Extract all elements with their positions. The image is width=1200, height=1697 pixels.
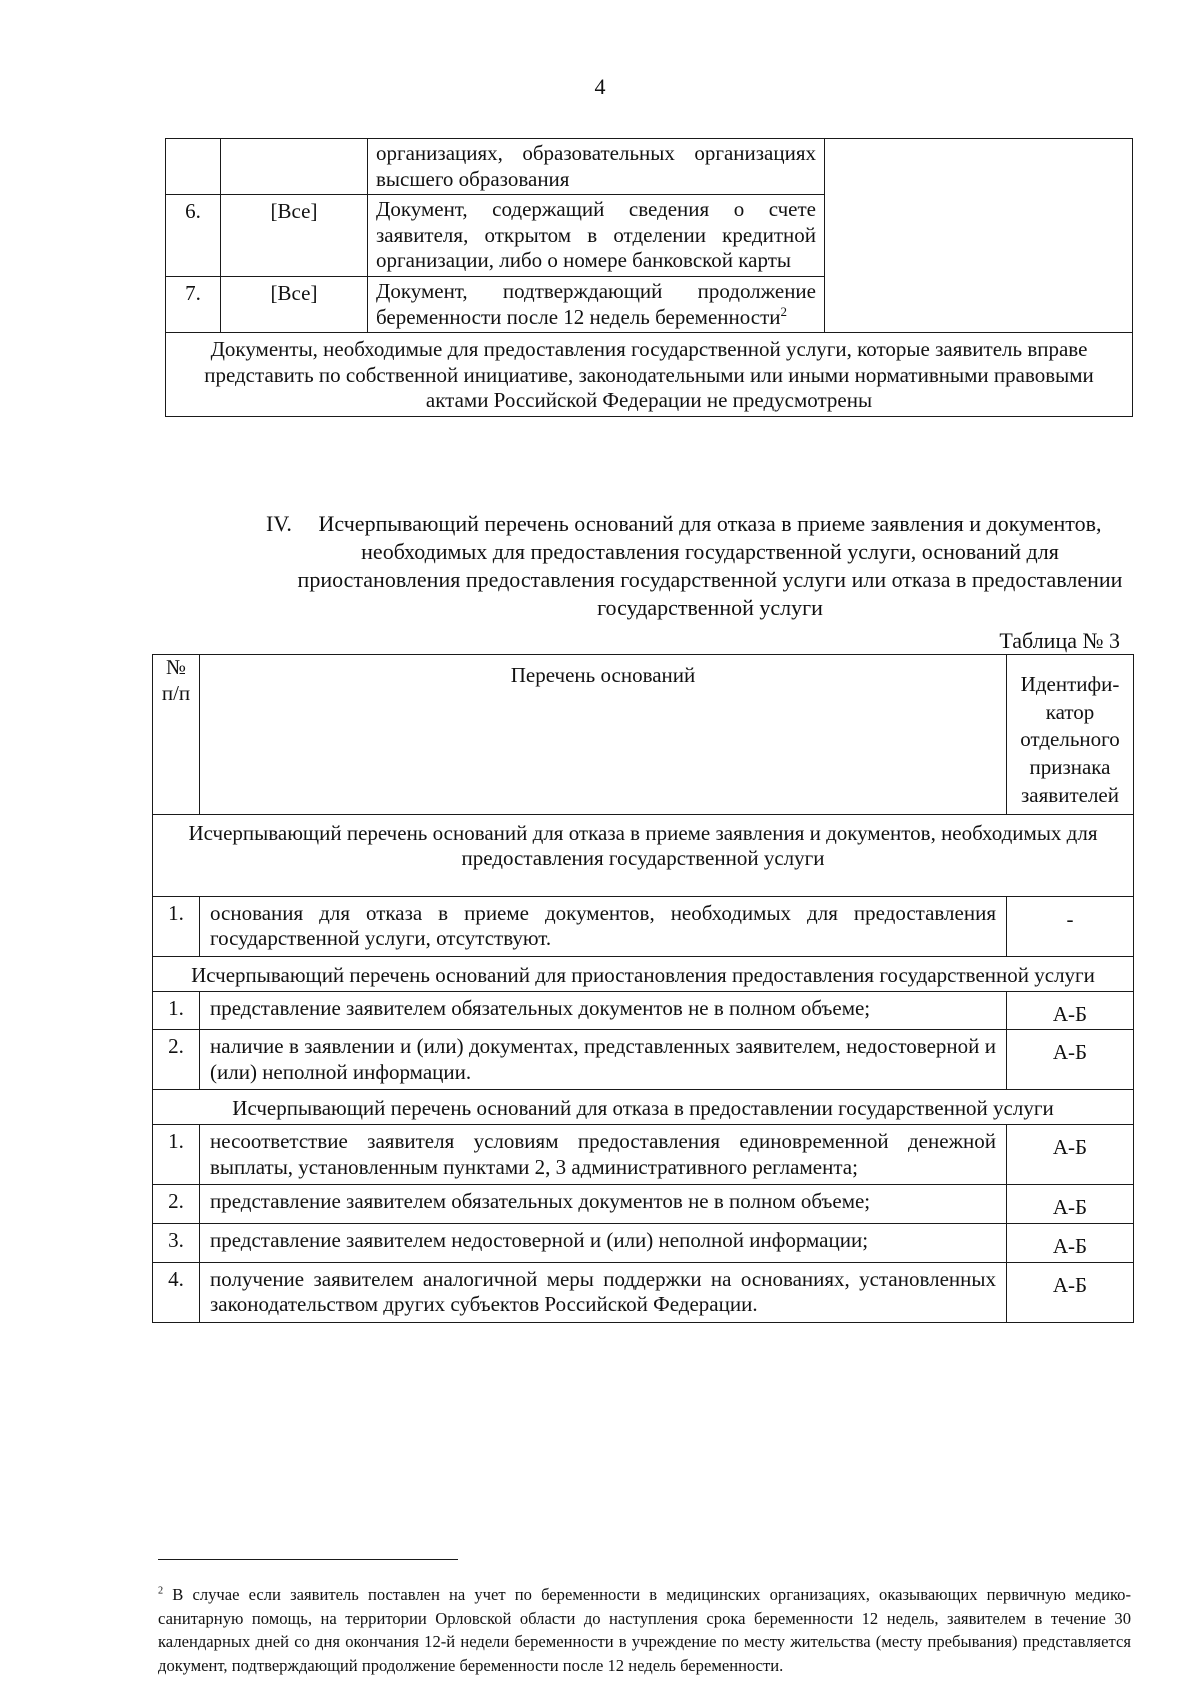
table-row bbox=[166, 139, 1133, 195]
table-caption: Таблица № 3 bbox=[999, 628, 1120, 653]
ground-text: представление заявителем обязательных документов не в полном объеме; bbox=[200, 1185, 1007, 1224]
section-heading bbox=[266, 510, 1130, 623]
table-row bbox=[153, 1125, 1134, 1185]
footnote-ref: 2 bbox=[780, 303, 788, 319]
row-number: 2. bbox=[153, 1030, 200, 1090]
group-title: Исчерпывающий перечень оснований для отказа в предоставлении государственной услуги bbox=[153, 1090, 1134, 1125]
footnote bbox=[158, 1583, 1131, 1677]
group-title: Исчерпывающий перечень оснований для приостановления предоставления государственной услуги bbox=[153, 957, 1134, 992]
section-title: Исчерпывающий перечень оснований для отказа в приеме заявления и документов, необходимых для предоставления государственной услуги, оснований для приостановления предоставления государственной услуги или отказа в предоставлении государственной услуги bbox=[297, 511, 1123, 621]
table-row bbox=[153, 1223, 1134, 1262]
ground-text: получение заявителем аналогичной меры поддержки на основаниях, установленных законодательством других субъектов Российской Федерации. bbox=[200, 1262, 1007, 1322]
document-text: Документ, подтверждающий продолжение беременности после 12 недель беременности$^2$ bbox=[368, 277, 825, 333]
row-number: 3. bbox=[153, 1223, 200, 1262]
documents-table bbox=[165, 138, 1133, 417]
row-number: 1. bbox=[153, 896, 200, 956]
footnote-text: В случае если заявитель поставлен на учет по беременности в медицинских организациях, оказывающих первичную медико-санитарную помощь, на территории Орловской области до наступления срока беременности 12 недель, заявителем в течение 30 календарных дней со дня окончания 12-й недели беременности в учреждение по месту жительства (месту пребывания) представляется документ, подтверждающий продолжение беременности после 12 недель беременности. bbox=[158, 1585, 1131, 1675]
identifier: А-Б bbox=[1007, 1223, 1134, 1262]
group-row bbox=[153, 1090, 1134, 1125]
identifier: А-Б bbox=[1007, 1185, 1134, 1224]
ground-text: представление заявителем обязательных документов не в полном объеме; bbox=[200, 991, 1007, 1030]
group-title: Исчерпывающий перечень оснований для отказа в приеме заявления и документов, необходимых для предоставления государственной услуги bbox=[153, 814, 1134, 896]
ground-text: основания для отказа в приеме документов, необходимых для предоставления государственной услуги, отсутствуют. bbox=[200, 896, 1007, 956]
header-num: № п/п bbox=[153, 655, 200, 815]
empty-cell bbox=[825, 139, 1133, 333]
footnote-marker: 2 bbox=[158, 1585, 164, 1597]
footnote-separator bbox=[158, 1559, 458, 1560]
table-row bbox=[153, 1185, 1134, 1224]
identifier: А-Б bbox=[1007, 991, 1134, 1030]
page-number: 4 bbox=[594, 74, 606, 99]
section-roman-number: IV. bbox=[266, 511, 292, 536]
ground-text: наличие в заявлении и (или) документах, представленных заявителем, недостоверной и (или) неполной информации. bbox=[200, 1030, 1007, 1090]
table-row bbox=[153, 896, 1134, 956]
row-number bbox=[166, 139, 221, 195]
header-id: Идентифи-катор отдельного признака заявителей bbox=[1007, 655, 1134, 815]
table-footer-text: Документы, необходимые для предоставления государственной услуги, которые заявитель вправе представить по собственной инициативе, законодательными или иными нормативными правовыми актами Российской Федерации не предусмотрены bbox=[166, 333, 1133, 417]
table-row bbox=[153, 1262, 1134, 1322]
ground-text: представление заявителем недостоверной и (или) неполной информации; bbox=[200, 1223, 1007, 1262]
table-row bbox=[153, 991, 1134, 1030]
identifier: А-Б bbox=[1007, 1030, 1134, 1090]
grounds-table bbox=[152, 654, 1134, 1323]
row-number: 2. bbox=[153, 1185, 200, 1224]
identifier: - bbox=[1007, 896, 1134, 956]
row-number: 1. bbox=[153, 1125, 200, 1185]
row-number: 1. bbox=[153, 991, 200, 1030]
document-text: Документ, содержащий сведения о счете заявителя, открытом в отделении кредитной организации, либо о номере банковской карты bbox=[368, 195, 825, 277]
row-number: 6. bbox=[166, 195, 221, 277]
identifier: А-Б bbox=[1007, 1125, 1134, 1185]
applicant-category: [Все] bbox=[221, 277, 368, 333]
group-row bbox=[153, 957, 1134, 992]
group-row bbox=[153, 814, 1134, 896]
applicant-category bbox=[221, 139, 368, 195]
table-footer-row bbox=[166, 333, 1133, 417]
table-row bbox=[153, 1030, 1134, 1090]
identifier: А-Б bbox=[1007, 1262, 1134, 1322]
row-number: 7. bbox=[166, 277, 221, 333]
header-list: Перечень оснований bbox=[200, 655, 1007, 815]
applicant-category: [Все] bbox=[221, 195, 368, 277]
ground-text: несоответствие заявителя условиям предоставления единовременной денежной выплаты, установленным пунктами 2, 3 административного регламента; bbox=[200, 1125, 1007, 1185]
document-text: организациях, образовательных организациях высшего образования bbox=[368, 139, 825, 195]
row-number: 4. bbox=[153, 1262, 200, 1322]
table-header-row bbox=[153, 655, 1134, 815]
